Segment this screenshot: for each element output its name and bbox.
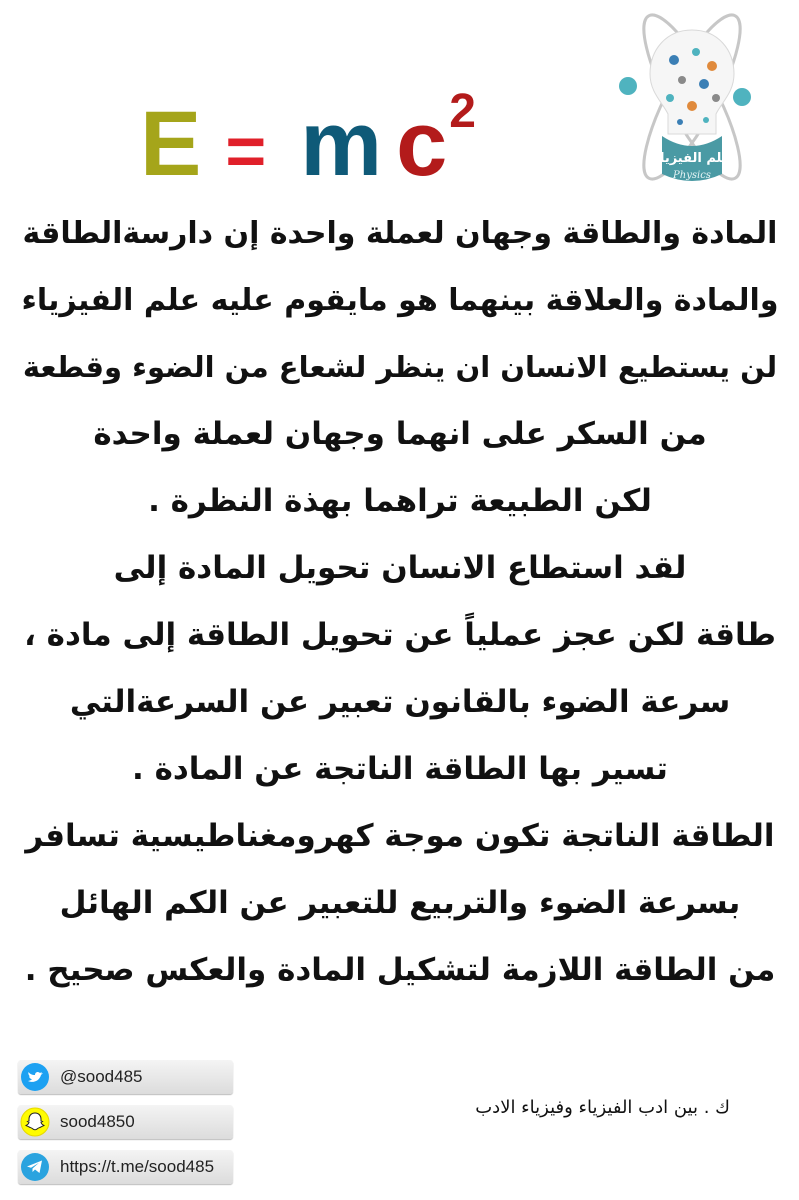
body-line: الطاقة الناتجة تكون موجة كهرومغناطيسية تسافر xyxy=(25,818,775,854)
social-links xyxy=(18,1060,233,1195)
article-body xyxy=(20,200,780,1004)
snapchat-handle: sood4850 xyxy=(60,1112,135,1131)
body-line: لقد استطاع الانسان تحويل المادة إلى xyxy=(113,550,687,586)
body-line: المادة والطاقة وجهان لعملة واحدة إن دارسةالطاقة xyxy=(22,216,778,251)
formula-equals: = xyxy=(225,112,267,190)
telegram-icon xyxy=(18,1150,52,1184)
twitter-link[interactable] xyxy=(18,1060,233,1094)
snapchat-icon xyxy=(18,1105,52,1139)
body-line: والمادة والعلاقة بينهما هو مايقوم عليه علم الفيزياء xyxy=(21,283,779,318)
twitter-handle: @sood485 xyxy=(60,1067,143,1086)
formula-light-speed xyxy=(396,85,476,195)
body-line: تسير بها الطاقة الناتجة عن المادة . xyxy=(132,751,668,787)
body-line: لكن الطبيعة تراهما بهذة النظرة . xyxy=(148,483,652,519)
logo-english-text: Physics xyxy=(673,170,711,181)
emc2-formula xyxy=(140,85,476,195)
twitter-icon xyxy=(18,1060,52,1094)
formula-exponent: 2 xyxy=(449,85,476,138)
body-line: طاقة لكن عجز عملياً عن تحويل الطاقة إلى مادة ، xyxy=(24,617,776,653)
formula-mass: m xyxy=(300,93,383,195)
snapchat-link[interactable] xyxy=(18,1105,233,1139)
body-line: بسرعة الضوء والتربيع للتعبير عن الكم الهائل xyxy=(59,885,741,921)
body-line: سرعة الضوء بالقانون تعبير عن السرعةالتي xyxy=(69,684,731,720)
body-line: من السكر على انهما وجهان لعملة واحدة xyxy=(93,416,707,452)
body-line: لن يستطيع الانسان ان ينظر لشعاع من الضوء وقطعة xyxy=(22,350,778,384)
telegram-url: https://t.me/sood485 xyxy=(60,1157,215,1176)
logo-arabic-text: علم الفيزياء xyxy=(653,151,731,166)
telegram-link[interactable] xyxy=(18,1150,233,1184)
formula-energy: E xyxy=(140,93,202,195)
body-line: من الطاقة اللازمة لتشكيل المادة والعكس صحيح . xyxy=(24,952,776,988)
formula-c-letter: c xyxy=(396,93,448,195)
author-credit: ك . بين ادب الفيزياء وفيزياء الادب xyxy=(475,1097,730,1118)
physics-logo xyxy=(600,2,780,202)
